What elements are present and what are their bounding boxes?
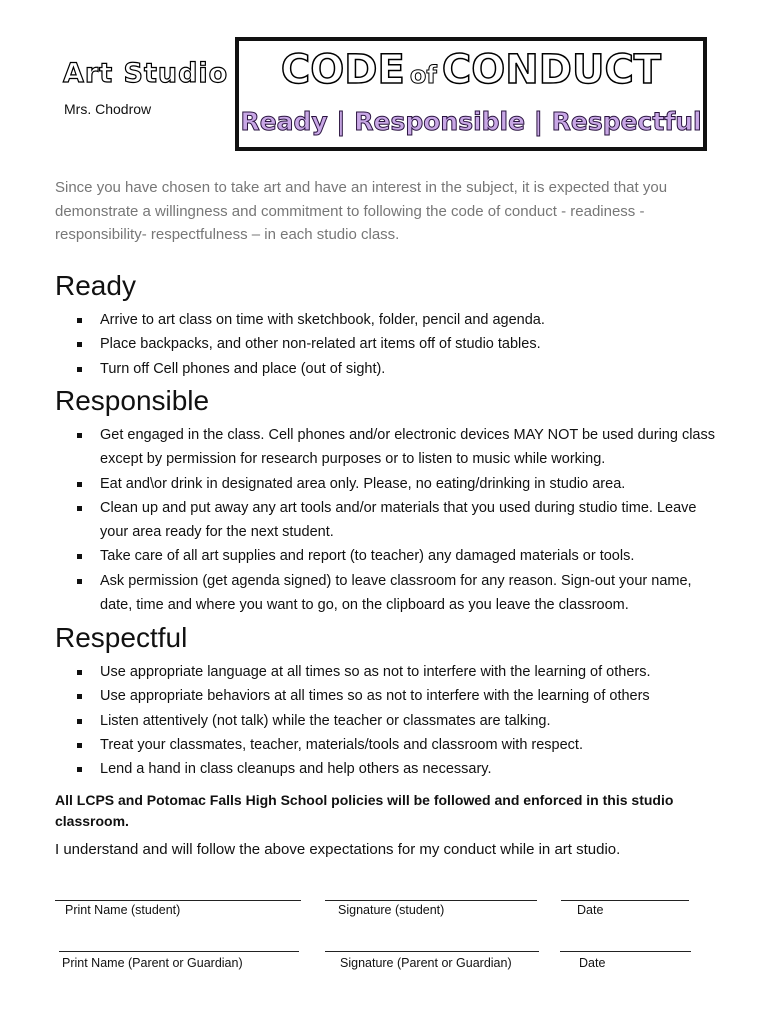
teacher-name: Mrs. Chodrow — [64, 101, 152, 117]
bullet-icon — [77, 670, 82, 675]
list-item-text: Use appropriate behaviors at all times so as not to interfere with the learning of others — [100, 688, 650, 705]
studio-title: Art Studio — [63, 58, 229, 89]
list-item-text: Place backpacks, and other non-related art items off of studio tables. — [100, 336, 541, 353]
list-item-text: Use appropriate language at all times so as not to interfere with the learning of others. — [100, 664, 651, 680]
list-item — [55, 684, 725, 708]
intro-paragraph: Since you have chosen to take art and have an interest in the subject, it is expected that you demonstrate a willingness and commitment to following the code of conduct - readiness -responsibility- respectfulness – in each studio class. — [55, 179, 668, 243]
banner-of-word: of — [409, 61, 437, 89]
list-item — [55, 757, 725, 781]
bullet-icon — [77, 719, 82, 724]
student-print-name-line[interactable] — [55, 900, 301, 901]
bullet-icon — [77, 767, 82, 772]
guardian-date-line[interactable] — [560, 951, 691, 952]
policy-statement: All LCPS and Potomac Falls High School policies will be followed and enforced in this studio classroom. — [55, 792, 674, 829]
bullet-icon — [77, 318, 82, 323]
bullet-icon — [77, 506, 82, 511]
guardian-signature-label: Signature (Parent or Guardian) — [340, 956, 512, 970]
list-item — [55, 332, 725, 356]
list-item-text: Lend a hand in class cleanups and help others as necessary. — [100, 761, 492, 778]
bullet-icon — [77, 433, 82, 438]
student-signature-label: Signature (student) — [338, 903, 445, 917]
list-item-text: Listen attentively (not talk) while the teacher or classmates are talking. — [100, 712, 551, 729]
list-item-text: Treat your classmates, teacher, materials/tools and classroom with respect. — [100, 736, 583, 753]
list-item-text: Get engaged in the class. Cell phones and/or electronic devices MAY NOT be used during class except by permission for research purposes or to listen to music while working. — [100, 427, 715, 468]
list-item — [55, 733, 725, 757]
ready-list — [55, 308, 725, 381]
guardian-print-name-label: Print Name (Parent or Guardian) — [62, 956, 243, 970]
code-of-conduct-banner — [235, 37, 707, 151]
section-heading-responsible: Responsible — [55, 385, 210, 416]
guardian-date-label: Date — [579, 956, 606, 970]
list-item — [55, 496, 725, 545]
list-item — [55, 709, 725, 733]
banner-subtitle: Ready | Responsible | Respectful — [240, 107, 702, 136]
banner-conduct-word: CONDUCT — [441, 47, 662, 93]
student-signature-line[interactable] — [325, 900, 537, 901]
guardian-print-name-line[interactable] — [59, 951, 299, 952]
list-item-text: Clean up and put away any art tools and/or materials that you used during studio time. Leave your area ready for the next student. — [100, 499, 697, 541]
banner-code-word: CODE — [280, 47, 405, 93]
student-print-name-label: Print Name (student) — [65, 903, 181, 917]
agreement-statement: I understand and will follow the above expectations for my conduct while in art studio. — [55, 841, 621, 858]
guardian-signature-line[interactable] — [325, 951, 539, 952]
respectful-list — [55, 660, 725, 781]
list-item — [55, 660, 725, 684]
bullet-icon — [77, 579, 82, 584]
bullet-icon — [77, 482, 82, 487]
bullet-icon — [77, 367, 82, 372]
list-item-text: Eat and\or drink in designated area only. Please, no eating/drinking in studio area. — [100, 475, 626, 492]
list-item — [55, 569, 725, 618]
list-item-text: Arrive to art class on time with sketchbook, folder, pencil and agenda. — [100, 312, 545, 328]
list-item-text: Take care of all art supplies and report (to teacher) any damaged materials or tools. — [100, 548, 635, 565]
list-item — [55, 472, 725, 496]
list-item-text: Turn off Cell phones and place (out of sight). — [100, 360, 386, 377]
list-item — [55, 423, 725, 472]
banner-title — [239, 47, 703, 93]
section-heading-ready: Ready — [55, 270, 136, 301]
list-item — [55, 357, 725, 381]
bullet-icon — [77, 743, 82, 748]
student-date-label: Date — [577, 903, 604, 917]
list-item-text: Ask permission (get agenda signed) to leave classroom for any reason. Sign-out your name, date, time and where you want to go, on the clipboard as you leave the classroom. — [100, 572, 692, 614]
student-date-line[interactable] — [561, 900, 689, 901]
responsible-list — [55, 423, 725, 617]
bullet-icon — [77, 342, 82, 347]
bullet-icon — [77, 554, 82, 559]
bullet-icon — [77, 694, 82, 699]
list-item — [55, 544, 725, 568]
section-heading-respectful: Respectful — [55, 622, 188, 653]
list-item — [55, 308, 725, 332]
